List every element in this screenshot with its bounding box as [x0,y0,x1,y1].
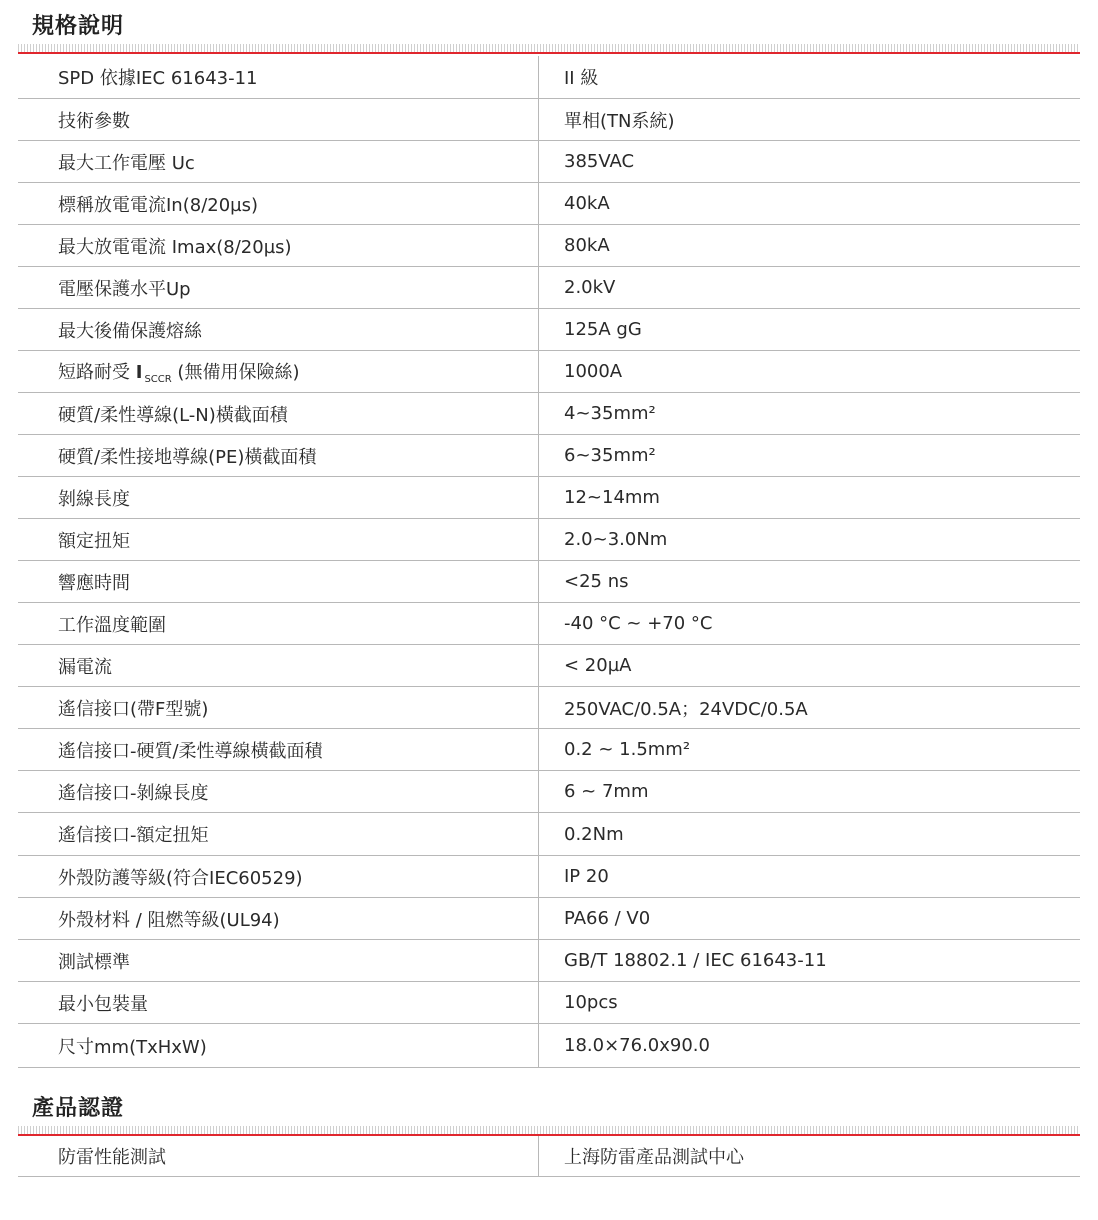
table-row [18,687,1080,729]
table-row [18,477,1080,519]
table-row [18,225,1080,267]
spec-name: 外殼材料 / 阻燃等級(UL94) [58,909,280,931]
spec-value: 4~35mm² [564,403,656,424]
cert-section-title: 產品認證 [32,1096,125,1121]
spec-value: 250VAC/0.5A；24VDC/0.5A [564,698,808,720]
table-row [18,982,1080,1024]
spec-name: 響應時間 [58,572,130,594]
spec-value: II 級 [564,68,599,89]
table-row [18,561,1080,603]
spec-value: 6~35mm² [564,445,656,466]
table-row [18,435,1080,477]
table-row [18,856,1080,898]
spec-value: 0.2Nm [564,823,624,845]
table-row [18,309,1080,351]
spec-name: 最大後備保護熔絲 [58,320,202,342]
spec-value: 18.0×76.0x90.0 [564,1035,710,1056]
spec-name: 最小包裝量 [58,993,148,1015]
spec-name: 硬質/柔性導線(L-N)橫截面積 [58,404,288,426]
table-row [18,1024,1080,1068]
spec-name: 最大工作電壓 Uc [58,152,195,174]
spec-value: GB/T 18802.1 / IEC 61643-11 [564,950,827,971]
spec-name: 測試標準 [58,951,130,973]
spec-name: 技術參數 [58,110,130,132]
spec-section-title: 規格說明 [32,14,125,39]
spec-name: 硬質/柔性接地導線(PE)橫截面積 [58,446,317,468]
spec-name: 漏電流 [58,656,112,678]
spec-name: 工作溫度範圍 [58,614,166,636]
spec-value: <25 ns [564,571,629,592]
spec-value: IP 20 [564,866,609,887]
spec-name: 遙信接口-剝線長度 [58,782,209,804]
spec-name: 電壓保護水平Up [58,278,191,300]
spec-value: 2.0kV [564,277,616,298]
spec-value: 單相(TN系統) [564,110,675,132]
table-row [18,519,1080,561]
spec-name: 最大放電電流 Imax(8/20µs) [58,236,292,258]
spec-name-sccr [58,358,299,385]
spec-value: 385VAC [564,151,635,172]
table-row [18,898,1080,940]
spec-value: < 20µA [564,655,632,676]
table-row [18,771,1080,813]
spec-name: 遙信接口-硬質/柔性導線橫截面積 [58,740,323,762]
spec-title-rule [18,44,1080,52]
spec-value: 2.0~3.0Nm [564,529,668,550]
table-row [18,56,1080,99]
table-row [18,940,1080,982]
spec-name-mark: I [135,362,143,383]
spec-name-subscript: SCCR [144,374,172,385]
cert-name: 防雷性能測試 [58,1147,166,1168]
table-row [18,99,1080,141]
spec-name: 遙信接口-額定扭矩 [58,825,209,846]
table-row [18,141,1080,183]
spec-name: 外殼防護等級(符合IEC60529) [58,867,303,889]
spec-value: 12~14mm [564,487,660,508]
table-row [18,393,1080,435]
spec-value: 6 ~ 7mm [564,781,649,802]
spec-value: 40kA [564,193,610,214]
table-row [18,183,1080,225]
table-row [18,603,1080,645]
table-row [18,729,1080,771]
spec-name: 額定扭矩 [58,530,130,552]
spec-value: 0.2 ~ 1.5mm² [564,739,691,760]
spec-name-prefix: 短路耐受 [58,362,136,383]
spec-value: -40 °C ~ +70 °C [564,613,713,634]
spec-name: 剝線長度 [58,488,130,510]
table-row [18,645,1080,687]
table-row [18,351,1080,393]
spec-value: 10pcs [564,992,618,1013]
cert-title-rule [18,1126,1080,1134]
spec-value: 80kA [564,235,610,256]
spec-name: SPD 依據IEC 61643-11 [58,68,258,89]
spec-value: PA66 / V0 [564,908,651,929]
spec-value: 1000A [564,361,623,382]
spec-name: 標稱放電電流In(8/20µs) [58,194,259,216]
spec-name-suffix: (無備用保險絲) [171,362,300,383]
spec-name: 尺寸mm(TxHxW) [58,1036,207,1058]
cert-value: 上海防雷產品測試中心 [564,1147,744,1168]
table-row [18,1136,1080,1177]
table-row [18,813,1080,856]
spec-value: 125A gG [564,319,642,340]
spec-name: 遙信接口(帶F型號) [58,698,209,720]
table-row [18,267,1080,309]
